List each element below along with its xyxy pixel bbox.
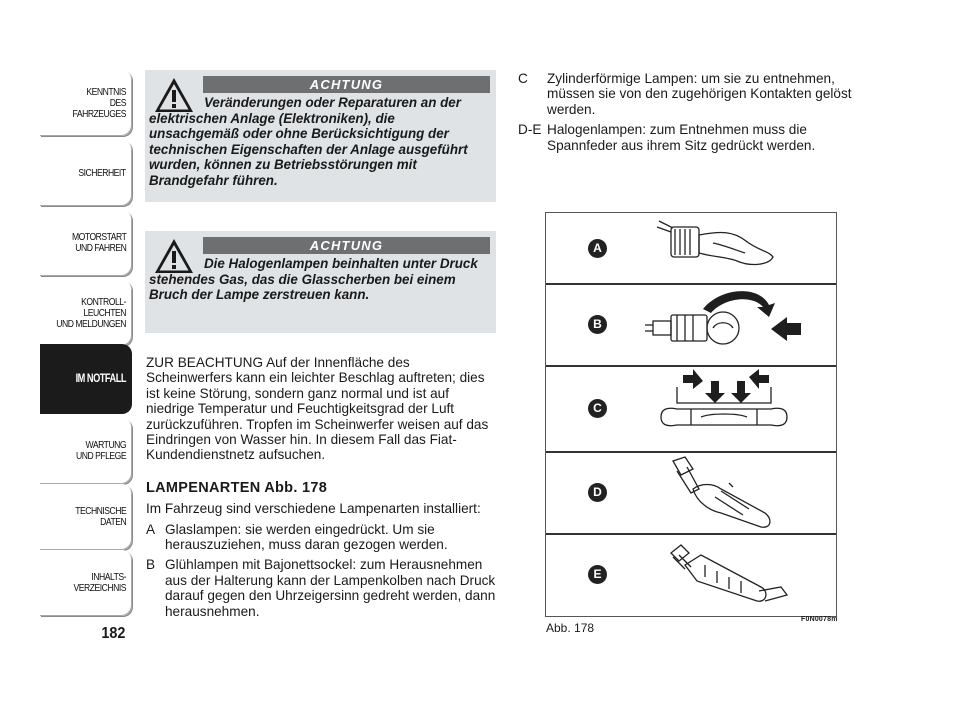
section-heading: LAMPENARTEN Abb. 178: [146, 479, 328, 496]
halogen-lamp-h7-icon: [641, 535, 831, 615]
warning-box: [145, 231, 496, 333]
tab-label: KENNTNIS DES FAHRZEUGES: [72, 85, 126, 120]
item-label: A: [146, 521, 156, 537]
list-item: [518, 71, 858, 117]
lamp-figure: [545, 212, 837, 617]
tab-label: MOTORSTART UND FAHREN: [71, 231, 126, 254]
panel-badge: B: [588, 315, 607, 334]
figure-caption: Abb. 178: [546, 621, 595, 635]
tab-label: KONTROLL- LEUCHTEN UND MELDUNGEN: [56, 295, 126, 330]
tab-label: IM NOTFALL: [75, 372, 126, 385]
glass-lamp-icon: [641, 213, 821, 283]
warning-text: Die Halogenlampen beinhalten unter Druck stehendes Gas, das die Glasscherben bei einem Bruch der Lampe zerstreuen kann.: [149, 256, 478, 303]
tab-kontrollleuchten[interactable]: [40, 280, 132, 346]
item-label: B: [146, 557, 156, 573]
list-item: [518, 122, 858, 153]
figure-panel-d: [546, 453, 836, 535]
panel-badge: E: [588, 565, 607, 584]
figure-panel-e: [546, 535, 836, 616]
panel-badge: C: [588, 399, 607, 418]
item-text: Glühlampen mit Bajonettsockel: zum Herausnehmen aus der Halterung kann der Lampenkolben nach Druck darauf gegen den Uhrzeigersinn gedreht werden, dann herausnehmen.: [165, 557, 496, 619]
figure-panel-c: [546, 367, 836, 453]
list-item: [146, 557, 498, 619]
tab-im-notfall[interactable]: [40, 344, 132, 414]
tab-wartung[interactable]: [40, 418, 132, 484]
item-text: Glaslampen: sie werden eingedrückt. Um sie herauszuziehen, muss daran gezogen werden.: [165, 521, 448, 553]
list-item: [146, 522, 498, 553]
warning-box: [145, 70, 496, 202]
item-text: Halogenlampen: zum Entnehmen muss die Spannfeder aus ihrem Sitz gedrückt werden.: [547, 122, 816, 153]
item-label: D-E: [518, 122, 542, 138]
tab-label: TECHNISCHE DATEN: [74, 505, 126, 528]
tab-sicherheit[interactable]: [40, 140, 132, 206]
tab-label: INHALTS- VERZEICHNIS: [73, 571, 126, 594]
tab-label: WARTUNG UND PFLEGE: [75, 439, 126, 462]
item-text: Zylinderförmige Lampen: um sie zu entnehmen, müssen sie von den zugehörigen Kontakten gelöst werden.: [547, 71, 852, 117]
panel-badge: D: [588, 483, 607, 502]
panel-badge: A: [588, 239, 607, 258]
tab-kenntnis[interactable]: [40, 70, 132, 136]
halogen-lamp-h4-icon: [641, 453, 831, 533]
section-intro: Im Fahrzeug sind verschiedene Lampenarten installiert:: [146, 501, 481, 517]
note-paragraph: ZUR BEACHTUNG Auf der Innenfläche des Scheinwerfers kann ein leichter Beschlag auftreten; dies ist keine Störung, sondern ganz normal und ist auf niedrige Temperatur und Feuchtigkeitsgrad der Luft zurückzuführen. Tropfen im Scheinwerfer weisen auf das Eindringen von Wasser hin. In diesem Fall das Fiat-Kundendienstnetz aufsuchen.: [146, 355, 489, 463]
item-label: C: [518, 71, 528, 86]
warning-title: ACHTUNG: [203, 237, 490, 254]
tab-technische-daten[interactable]: [40, 484, 132, 550]
bayonet-bulb-icon: [641, 285, 831, 365]
tab-motorstart[interactable]: [40, 210, 132, 276]
page-number: 182: [101, 625, 126, 642]
cylinder-lamp-icon: [641, 367, 831, 451]
figure-panel-b: [546, 285, 836, 367]
tab-label: SICHERHEIT: [78, 166, 126, 179]
warning-text: Veränderungen oder Reparaturen an der elektrischen Anlage (Elektroniken), die unsachgemäß oder ohne Berücksichtigung der technischen Eigenschaften der Anlage ausgeführt wurden, können zu Betriebsstörungen mit Brandgefahr führen.: [149, 95, 468, 188]
figure-code: F0N0078m: [801, 616, 838, 623]
left-column: [146, 355, 498, 624]
warning-title: ACHTUNG: [203, 76, 490, 93]
tab-inhaltsverzeichnis[interactable]: [40, 550, 132, 616]
right-column: [518, 71, 858, 158]
figure-panel-a: [546, 213, 836, 285]
